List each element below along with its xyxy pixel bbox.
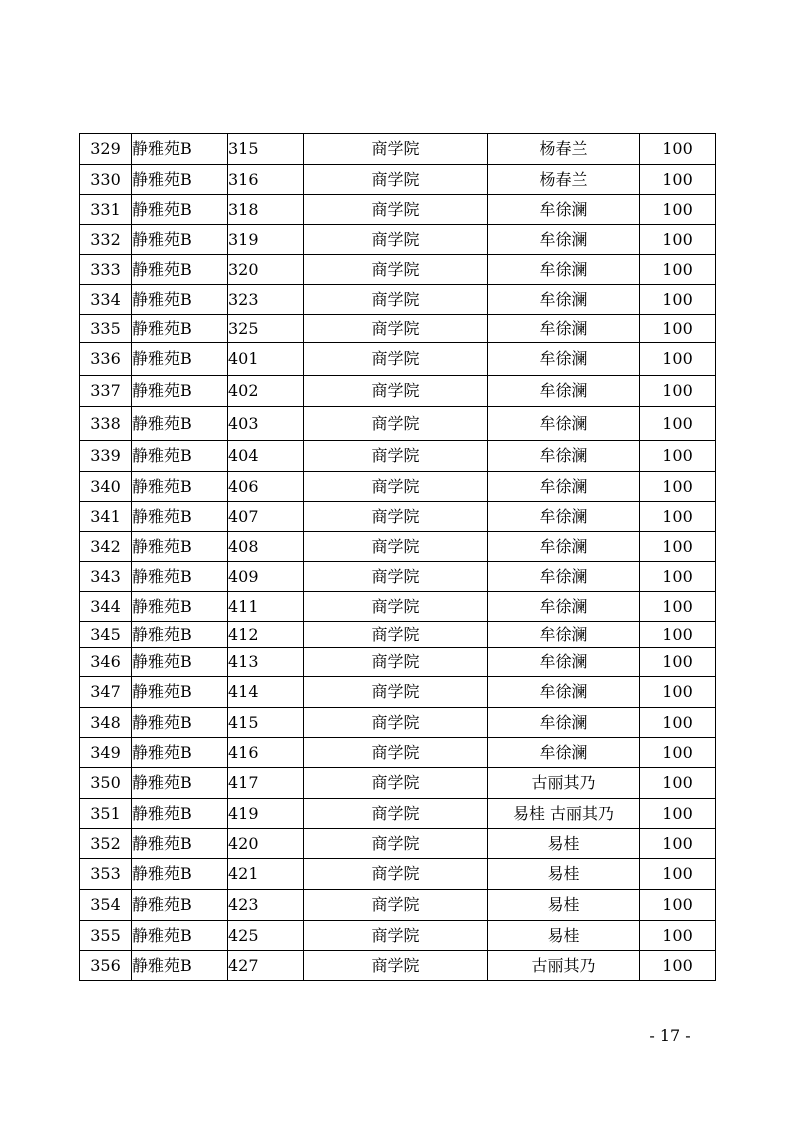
cell-building: 静雅苑B	[132, 799, 228, 829]
cell-building: 静雅苑B	[132, 407, 228, 441]
cell-score: 100	[640, 225, 716, 255]
cell-department: 商学院	[304, 165, 488, 195]
cell-seq-no: 337	[80, 376, 132, 407]
table-row	[80, 532, 716, 562]
cell-room: 403	[228, 407, 304, 441]
cell-score: 100	[640, 648, 716, 677]
cell-building: 静雅苑B	[132, 562, 228, 592]
cell-department: 商学院	[304, 315, 488, 343]
cell-department: 商学院	[304, 343, 488, 376]
cell-person-in-charge: 牟徐澜	[488, 532, 640, 562]
cell-room: 408	[228, 532, 304, 562]
cell-person-in-charge: 古丽其乃	[488, 951, 640, 981]
cell-department: 商学院	[304, 285, 488, 315]
cell-score: 100	[640, 859, 716, 890]
cell-seq-no: 354	[80, 890, 132, 921]
cell-seq-no: 338	[80, 407, 132, 441]
cell-department: 商学院	[304, 829, 488, 859]
cell-room: 404	[228, 441, 304, 472]
cell-person-in-charge: 牟徐澜	[488, 315, 640, 343]
cell-department: 商学院	[304, 376, 488, 407]
cell-department: 商学院	[304, 225, 488, 255]
cell-department: 商学院	[304, 441, 488, 472]
cell-score: 100	[640, 951, 716, 981]
cell-seq-no: 335	[80, 315, 132, 343]
cell-person-in-charge: 牟徐澜	[488, 472, 640, 502]
table-row	[80, 592, 716, 622]
table-row	[80, 472, 716, 502]
cell-department: 商学院	[304, 622, 488, 648]
cell-seq-no: 339	[80, 441, 132, 472]
cell-person-in-charge: 牟徐澜	[488, 343, 640, 376]
cell-building: 静雅苑B	[132, 441, 228, 472]
cell-building: 静雅苑B	[132, 622, 228, 648]
table-row	[80, 502, 716, 532]
table-row	[80, 343, 716, 376]
cell-seq-no: 329	[80, 134, 132, 165]
cell-score: 100	[640, 441, 716, 472]
cell-room: 423	[228, 890, 304, 921]
cell-seq-no: 352	[80, 829, 132, 859]
cell-score: 100	[640, 315, 716, 343]
cell-room: 413	[228, 648, 304, 677]
cell-score: 100	[640, 532, 716, 562]
cell-score: 100	[640, 829, 716, 859]
cell-seq-no: 342	[80, 532, 132, 562]
cell-seq-no: 353	[80, 859, 132, 890]
cell-person-in-charge: 易桂	[488, 890, 640, 921]
cell-building: 静雅苑B	[132, 315, 228, 343]
table-body	[80, 134, 716, 981]
cell-room: 325	[228, 315, 304, 343]
cell-person-in-charge: 牟徐澜	[488, 708, 640, 738]
cell-room: 402	[228, 376, 304, 407]
cell-score: 100	[640, 768, 716, 799]
cell-room: 420	[228, 829, 304, 859]
cell-score: 100	[640, 502, 716, 532]
cell-person-in-charge: 牟徐澜	[488, 592, 640, 622]
table-row	[80, 195, 716, 225]
cell-person-in-charge: 牟徐澜	[488, 407, 640, 441]
cell-department: 商学院	[304, 708, 488, 738]
cell-score: 100	[640, 562, 716, 592]
cell-person-in-charge: 易桂	[488, 921, 640, 951]
cell-building: 静雅苑B	[132, 376, 228, 407]
table-row	[80, 708, 716, 738]
cell-seq-no: 345	[80, 622, 132, 648]
table-row	[80, 890, 716, 921]
cell-room: 416	[228, 738, 304, 768]
table-row	[80, 376, 716, 407]
cell-score: 100	[640, 799, 716, 829]
cell-score: 100	[640, 708, 716, 738]
cell-person-in-charge: 古丽其乃	[488, 768, 640, 799]
cell-department: 商学院	[304, 562, 488, 592]
cell-department: 商学院	[304, 859, 488, 890]
table-row	[80, 134, 716, 165]
cell-seq-no: 348	[80, 708, 132, 738]
cell-seq-no: 347	[80, 677, 132, 708]
cell-person-in-charge: 杨春兰	[488, 134, 640, 165]
cell-person-in-charge: 牟徐澜	[488, 738, 640, 768]
cell-seq-no: 332	[80, 225, 132, 255]
cell-score: 100	[640, 592, 716, 622]
cell-seq-no: 343	[80, 562, 132, 592]
cell-department: 商学院	[304, 921, 488, 951]
cell-person-in-charge: 牟徐澜	[488, 502, 640, 532]
cell-building: 静雅苑B	[132, 677, 228, 708]
cell-department: 商学院	[304, 890, 488, 921]
cell-seq-no: 344	[80, 592, 132, 622]
cell-building: 静雅苑B	[132, 472, 228, 502]
cell-room: 419	[228, 799, 304, 829]
cell-person-in-charge: 牟徐澜	[488, 441, 640, 472]
cell-building: 静雅苑B	[132, 165, 228, 195]
cell-department: 商学院	[304, 195, 488, 225]
cell-building: 静雅苑B	[132, 768, 228, 799]
cell-building: 静雅苑B	[132, 592, 228, 622]
page-number: - 17 -	[649, 1026, 691, 1045]
cell-building: 静雅苑B	[132, 829, 228, 859]
cell-department: 商学院	[304, 532, 488, 562]
cell-person-in-charge: 牟徐澜	[488, 195, 640, 225]
table-row	[80, 315, 716, 343]
cell-building: 静雅苑B	[132, 738, 228, 768]
table-row	[80, 677, 716, 708]
cell-department: 商学院	[304, 502, 488, 532]
table-row	[80, 951, 716, 981]
cell-person-in-charge: 易桂 古丽其乃	[488, 799, 640, 829]
cell-person-in-charge: 牟徐澜	[488, 376, 640, 407]
cell-room: 315	[228, 134, 304, 165]
cell-seq-no: 333	[80, 255, 132, 285]
cell-score: 100	[640, 472, 716, 502]
cell-department: 商学院	[304, 472, 488, 502]
cell-seq-no: 350	[80, 768, 132, 799]
cell-building: 静雅苑B	[132, 134, 228, 165]
table-row	[80, 441, 716, 472]
cell-room: 407	[228, 502, 304, 532]
cell-seq-no: 331	[80, 195, 132, 225]
cell-room: 319	[228, 225, 304, 255]
table-row	[80, 255, 716, 285]
cell-building: 静雅苑B	[132, 285, 228, 315]
cell-seq-no: 356	[80, 951, 132, 981]
cell-seq-no: 330	[80, 165, 132, 195]
cell-score: 100	[640, 890, 716, 921]
dormitory-score-table	[79, 133, 716, 981]
table-row	[80, 738, 716, 768]
cell-room: 401	[228, 343, 304, 376]
cell-building: 静雅苑B	[132, 225, 228, 255]
cell-person-in-charge: 牟徐澜	[488, 255, 640, 285]
cell-building: 静雅苑B	[132, 532, 228, 562]
cell-department: 商学院	[304, 768, 488, 799]
cell-department: 商学院	[304, 255, 488, 285]
cell-room: 411	[228, 592, 304, 622]
table-row	[80, 165, 716, 195]
cell-score: 100	[640, 285, 716, 315]
cell-building: 静雅苑B	[132, 195, 228, 225]
cell-department: 商学院	[304, 407, 488, 441]
cell-building: 静雅苑B	[132, 648, 228, 677]
cell-building: 静雅苑B	[132, 921, 228, 951]
cell-person-in-charge: 牟徐澜	[488, 622, 640, 648]
cell-person-in-charge: 易桂	[488, 829, 640, 859]
cell-score: 100	[640, 376, 716, 407]
table-row	[80, 768, 716, 799]
cell-person-in-charge: 牟徐澜	[488, 225, 640, 255]
cell-room: 409	[228, 562, 304, 592]
cell-room: 412	[228, 622, 304, 648]
cell-seq-no: 351	[80, 799, 132, 829]
cell-building: 静雅苑B	[132, 502, 228, 532]
cell-seq-no: 334	[80, 285, 132, 315]
table-row	[80, 622, 716, 648]
cell-person-in-charge: 杨春兰	[488, 165, 640, 195]
table-row	[80, 225, 716, 255]
table-row	[80, 562, 716, 592]
cell-person-in-charge: 牟徐澜	[488, 285, 640, 315]
cell-seq-no: 349	[80, 738, 132, 768]
cell-department: 商学院	[304, 648, 488, 677]
cell-room: 417	[228, 768, 304, 799]
cell-room: 318	[228, 195, 304, 225]
cell-score: 100	[640, 134, 716, 165]
cell-room: 406	[228, 472, 304, 502]
table-row	[80, 829, 716, 859]
cell-seq-no: 346	[80, 648, 132, 677]
table-row	[80, 285, 716, 315]
cell-building: 静雅苑B	[132, 951, 228, 981]
cell-room: 320	[228, 255, 304, 285]
cell-building: 静雅苑B	[132, 890, 228, 921]
cell-room: 421	[228, 859, 304, 890]
cell-department: 商学院	[304, 951, 488, 981]
cell-seq-no: 341	[80, 502, 132, 532]
cell-score: 100	[640, 622, 716, 648]
table-row	[80, 407, 716, 441]
cell-seq-no: 336	[80, 343, 132, 376]
cell-score: 100	[640, 343, 716, 376]
cell-score: 100	[640, 921, 716, 951]
cell-seq-no: 355	[80, 921, 132, 951]
cell-person-in-charge: 牟徐澜	[488, 648, 640, 677]
cell-seq-no: 340	[80, 472, 132, 502]
cell-department: 商学院	[304, 134, 488, 165]
cell-building: 静雅苑B	[132, 708, 228, 738]
cell-room: 323	[228, 285, 304, 315]
cell-score: 100	[640, 255, 716, 285]
table-row	[80, 799, 716, 829]
cell-building: 静雅苑B	[132, 255, 228, 285]
cell-building: 静雅苑B	[132, 343, 228, 376]
cell-room: 427	[228, 951, 304, 981]
cell-person-in-charge: 易桂	[488, 859, 640, 890]
cell-building: 静雅苑B	[132, 859, 228, 890]
cell-room: 316	[228, 165, 304, 195]
cell-person-in-charge: 牟徐澜	[488, 677, 640, 708]
cell-room: 425	[228, 921, 304, 951]
cell-score: 100	[640, 165, 716, 195]
table-row	[80, 921, 716, 951]
cell-department: 商学院	[304, 592, 488, 622]
table-row	[80, 859, 716, 890]
cell-department: 商学院	[304, 738, 488, 768]
cell-department: 商学院	[304, 677, 488, 708]
cell-person-in-charge: 牟徐澜	[488, 562, 640, 592]
cell-score: 100	[640, 738, 716, 768]
cell-score: 100	[640, 677, 716, 708]
cell-department: 商学院	[304, 799, 488, 829]
cell-score: 100	[640, 407, 716, 441]
cell-room: 415	[228, 708, 304, 738]
cell-room: 414	[228, 677, 304, 708]
table-row	[80, 648, 716, 677]
cell-score: 100	[640, 195, 716, 225]
